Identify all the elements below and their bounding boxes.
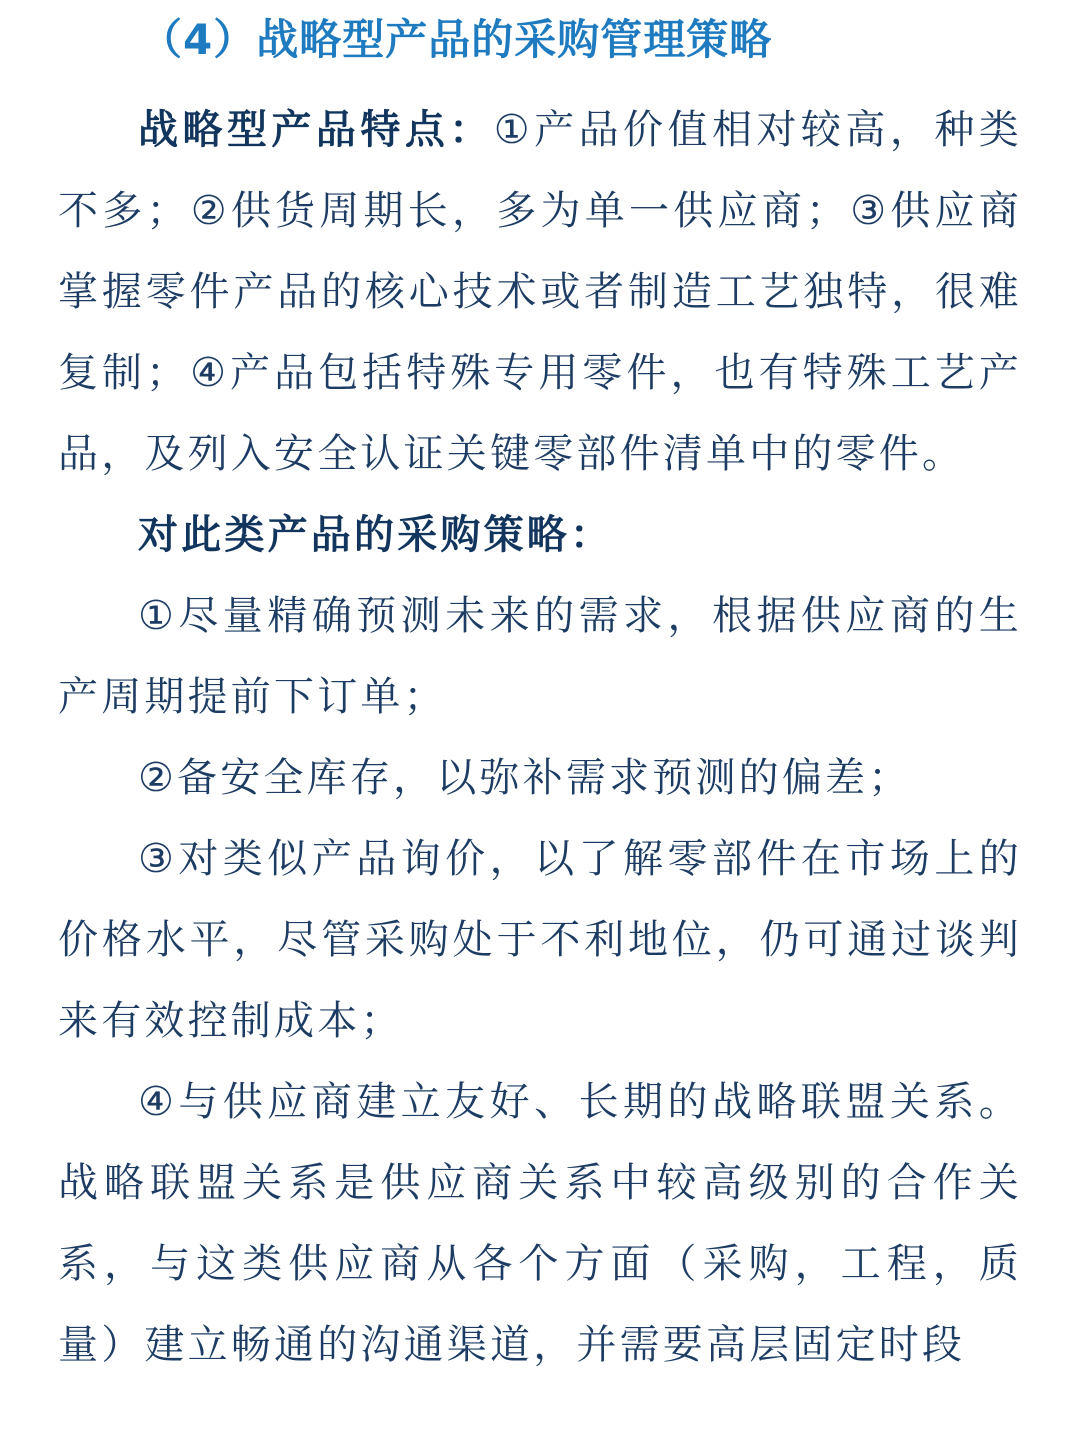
features-paragraph — [58, 90, 1022, 495]
strategy-title: 对此类产品的采购策略： — [138, 512, 614, 558]
document-body — [58, 90, 1022, 1386]
strategy-item-4: ④与供应商建立友好、长期的战略联盟关系。战略联盟关系是供应商关系中较高级别的合作关系，与这类供应商从各个方面（采购，工程，质量）建立畅通的沟通渠道，并需要高层固定时段 — [58, 1079, 1022, 1368]
features-text: ①产品价值相对较高，种类不多；②供货周期长，多为单一供应商；③供应商掌握零件产品的核心技术或者制造工艺独特，很难复制；④产品包括特殊专用零件，也有特殊工艺产品，及列入安全认证关键零部件清单中的零件。 — [58, 107, 1022, 477]
strategy-item-2: ②备安全库存，以弥补需求预测的偏差； — [138, 755, 912, 801]
strategy-item-3: ③对类似产品询价，以了解零部件在市场上的价格水平，尽管采购处于不利地位，仍可通过谈判来有效控制成本； — [58, 836, 1022, 1044]
strategy-item-1: ①尽量精确预测未来的需求，根据供应商的生产周期提前下订单； — [58, 593, 1022, 720]
section-heading: （4）战略型产品的采购管理策略 — [140, 15, 773, 64]
features-label: 战略型产品特点： — [138, 107, 494, 153]
